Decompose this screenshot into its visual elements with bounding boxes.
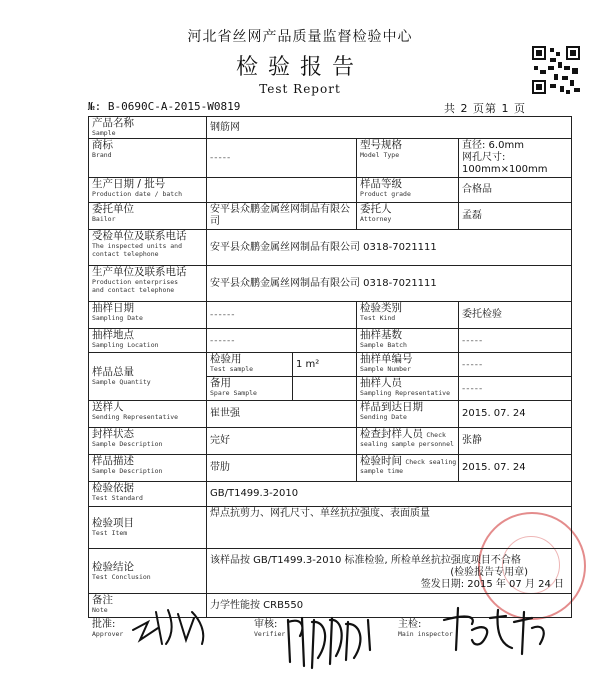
verifier-field: 审核: Verifier [254, 619, 286, 638]
label-model: 型号规格 Model Type [357, 139, 459, 178]
row-brand-model [89, 139, 572, 178]
verifier-signature [282, 610, 378, 672]
main-inspector-field: 主检: Main inspector [398, 619, 453, 638]
label-grade: 样品等级 Product grade [357, 178, 459, 203]
value-sample-desc: 带肋 [207, 455, 357, 482]
row-sending [89, 401, 572, 428]
row-sample-state [89, 428, 572, 455]
main-inspector-signature [436, 600, 556, 660]
label-attorney: 委托人 Attorney [357, 203, 459, 230]
label-sending-date: 样品到达日期 Sending Date [357, 401, 459, 428]
report-form [88, 116, 572, 618]
label-standard: 检验依据 Test Standard [89, 482, 207, 507]
row-sampling-date [89, 302, 572, 329]
value-model: 直径: 6.0mm 网孔尺寸: 100mm×100mm [459, 139, 572, 178]
value-test-kind: 委托检验 [459, 302, 572, 329]
label-sampling-rep: 抽样人员 Sampling Representative [357, 377, 459, 401]
label-brand: 商标 Brand [89, 139, 207, 178]
value-spare-sample [293, 377, 357, 401]
value-note: 力学性能按 CRB550 [207, 594, 572, 618]
value-sampling-location: ------ [207, 329, 357, 353]
row-inspected [89, 230, 572, 266]
value-brand: ----- [207, 139, 357, 178]
label-check-personnel: 检查封样人员 Check sealing sample personnel [357, 428, 459, 455]
label-items: 检验项目 Test Item [89, 507, 207, 549]
row-production [89, 266, 572, 302]
row-standard [89, 482, 572, 507]
value-check-time: 2015. 07. 24 [459, 455, 572, 482]
report-title: 检验报告 [235, 55, 364, 80]
label-test-kind: 检验类别 Test Kind [357, 302, 459, 329]
label-sample-desc: 样品描述 Sample Description [89, 455, 207, 482]
row-sampling-location [89, 329, 572, 353]
value-production: 安平县众鹏金属丝网制品有限公司 0318-7021111 [207, 266, 572, 302]
row-sample [89, 117, 572, 139]
label-spare-sample: 备用 Spare Sample [207, 377, 293, 401]
label-conclusion: 检验结论 Test Conclusion [89, 549, 207, 594]
approver-signature [128, 600, 218, 650]
row-bailor-attorney [89, 203, 572, 230]
label-bailor: 委托单位 Bailor [89, 203, 207, 230]
value-sample: 钢筋网 [207, 117, 572, 139]
label-production: 生产单位及联系电话 Production enterprises and contact telephone [89, 266, 207, 302]
label-check-time: 检验时间 Check sealing sample time [357, 455, 459, 482]
row-items [89, 507, 572, 549]
label-sample: 产品名称 Sample [89, 117, 207, 139]
value-bailor: 安平县众鹏金属丝网制品有限公司 [207, 203, 357, 230]
report-number: №: B-0690C-A-2015-W0819 [88, 100, 241, 113]
value-grade: 合格品 [459, 178, 572, 203]
label-sample-quantity: 样品总量 Sample Quantity [89, 353, 207, 401]
organization-name: 河北省丝网产品质量监督检验中心 [187, 29, 413, 45]
value-conclusion: 该样品按 GB/T1499.3-2010 标准检验, 所检单丝抗拉强度项目不合格 (检验报告专用章) 签发日期: 2015 年 07 月 24 日 [207, 549, 572, 594]
value-sample-state: 完好 [207, 428, 357, 455]
value-sampling-date: ------ [207, 302, 357, 329]
value-test-sample: 1 m² [293, 353, 357, 377]
value-sampling-rep: ----- [459, 377, 572, 401]
label-sample-number: 抽样单编号 Sample Number [357, 353, 459, 377]
value-sample-number: ----- [459, 353, 572, 377]
row-conclusion [89, 549, 572, 594]
value-prod-date [207, 178, 357, 203]
qr-code [530, 44, 582, 96]
label-prod-date: 生产日期 / 批号 Production date / batch [89, 178, 207, 203]
approver-field: 批准: Approver [92, 619, 124, 638]
label-test-sample: 检验用 Test sample [207, 353, 293, 377]
value-sending-rep: 崔世强 [207, 401, 357, 428]
label-note: 备注 Note [89, 594, 207, 618]
value-standard: GB/T1499.3-2010 [207, 482, 572, 507]
label-sampling-location: 抽样地点 Sampling Location [89, 329, 207, 353]
label-sample-state: 封样状态 Sample Description [89, 428, 207, 455]
value-sample-batch: ----- [459, 329, 572, 353]
value-inspected: 安平县众鹏金属丝网制品有限公司 0318-7021111 [207, 230, 572, 266]
report-subtitle: Test Report [259, 82, 341, 96]
row-sample-quantity-a [89, 353, 572, 377]
value-items: 焊点抗剪力、网孔尺寸、单丝抗拉强度、表面质量 [207, 507, 572, 549]
label-sampling-date: 抽样日期 Sampling Date [89, 302, 207, 329]
value-attorney: 孟磊 [459, 203, 572, 230]
value-sending-date: 2015. 07. 24 [459, 401, 572, 428]
row-sample-desc [89, 455, 572, 482]
page-indicator: 共 2 页第 1 页 [444, 102, 526, 115]
value-check-personnel: 张静 [459, 428, 572, 455]
label-sending-rep: 送样人 Sending Representative [89, 401, 207, 428]
row-prod-date-grade [89, 178, 572, 203]
label-sample-batch: 抽样基数 Sample Batch [357, 329, 459, 353]
label-inspected: 受检单位及联系电话 The inspected units and contact telephone [89, 230, 207, 266]
